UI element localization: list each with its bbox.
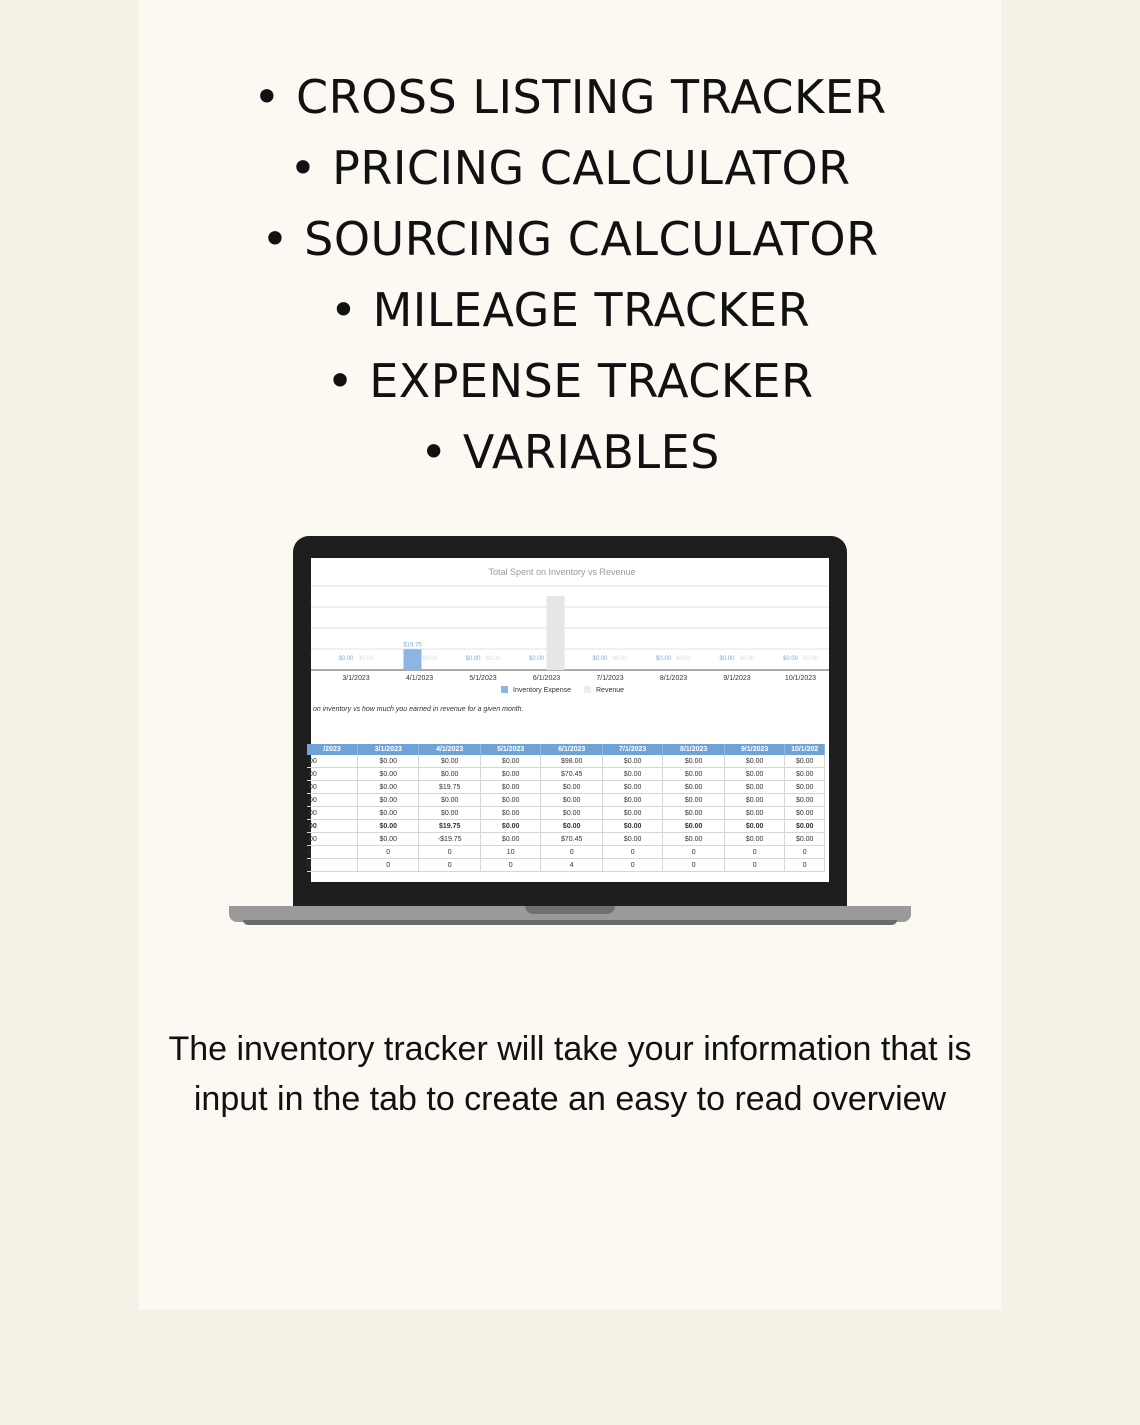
table-cell[interactable]: 0 bbox=[663, 846, 724, 859]
table-cell[interactable]: $0.00 bbox=[724, 833, 785, 846]
table-cell[interactable]: $19.75 bbox=[419, 820, 480, 833]
feature-list bbox=[0, 62, 1140, 488]
table-cell[interactable]: $70.45 bbox=[541, 768, 602, 781]
table-row bbox=[307, 833, 825, 846]
x-tick-label: 3/1/2023 bbox=[342, 675, 370, 682]
monthly-table bbox=[307, 744, 825, 872]
table-cell[interactable]: 0 bbox=[663, 859, 724, 872]
table-cell[interactable]: $0.00 bbox=[358, 794, 419, 807]
table-cell[interactable]: 4 bbox=[541, 859, 602, 872]
table-cell[interactable]: $0.00 bbox=[724, 781, 785, 794]
chart-caption: on inventory vs how much you earned in revenue for a given month. bbox=[313, 706, 524, 713]
table-cell[interactable]: $0.00 bbox=[602, 807, 663, 820]
table-header-cell: 8/1/2023 bbox=[663, 744, 724, 755]
feature-item: • VARIABLES bbox=[0, 417, 1140, 488]
table-cell[interactable]: $0.00 bbox=[480, 820, 541, 833]
table-cell[interactable]: $19.75 bbox=[419, 781, 480, 794]
laptop-screen bbox=[307, 558, 829, 882]
table-cell[interactable]: $0.00 bbox=[480, 768, 541, 781]
feature-item: • PRICING CALCULATOR bbox=[0, 133, 1140, 204]
table-cell[interactable]: $0.00 bbox=[785, 820, 825, 833]
table-header-cell: 9/1/2023 bbox=[724, 744, 785, 755]
table-cell[interactable]: $0.00 bbox=[602, 833, 663, 846]
table-cell[interactable]: $0.00 bbox=[785, 833, 825, 846]
table-cell[interactable]: .00 bbox=[307, 768, 358, 781]
table-cell[interactable]: $0.00 bbox=[785, 807, 825, 820]
table-cell[interactable]: $0.00 bbox=[358, 755, 419, 768]
table-row bbox=[307, 820, 825, 833]
revenue-data-label: $0.00 bbox=[485, 656, 501, 662]
table-cell[interactable]: $0.00 bbox=[541, 794, 602, 807]
inventory-data-label: $0.00 bbox=[338, 656, 354, 662]
table-cell[interactable]: $0.00 bbox=[724, 755, 785, 768]
laptop-base-edge bbox=[243, 920, 897, 925]
table-header-cell: 3/1/2023 bbox=[358, 744, 419, 755]
inventory-revenue-chart bbox=[311, 558, 829, 698]
table-cell[interactable]: 0 bbox=[602, 846, 663, 859]
table-cell[interactable]: $0.00 bbox=[663, 768, 724, 781]
revenue-data-label: $0.00 bbox=[675, 656, 692, 662]
inventory-data-label: $0.00 bbox=[719, 656, 735, 662]
table-cell[interactable]: $0.00 bbox=[602, 755, 663, 768]
table-cell[interactable]: $0.00 bbox=[480, 807, 541, 820]
table-cell[interactable]: .00 bbox=[307, 833, 358, 846]
table-row bbox=[307, 807, 825, 820]
table-cell[interactable]: $0.00 bbox=[785, 768, 825, 781]
table-cell[interactable]: 0 bbox=[602, 859, 663, 872]
table-cell[interactable]: -$19.75 bbox=[419, 833, 480, 846]
table-cell[interactable]: $0.00 bbox=[602, 820, 663, 833]
table-row bbox=[307, 846, 825, 859]
table-cell[interactable]: $0.00 bbox=[541, 781, 602, 794]
x-tick-label: 9/1/2023 bbox=[723, 675, 751, 682]
table-cell[interactable]: 0 bbox=[358, 846, 419, 859]
table-header-cell: 10/1/202 bbox=[785, 744, 825, 755]
table-cell[interactable]: $0.00 bbox=[663, 807, 724, 820]
table-header-cell: 6/1/2023 bbox=[541, 744, 602, 755]
revenue-data-label: $0.00 bbox=[421, 656, 438, 662]
table-cell[interactable]: $0.00 bbox=[419, 807, 480, 820]
table-cell[interactable]: $0.00 bbox=[663, 820, 724, 833]
table-cell[interactable]: $0.00 bbox=[663, 781, 724, 794]
table-cell[interactable]: 0 bbox=[419, 859, 480, 872]
table-cell[interactable]: $0.00 bbox=[358, 781, 419, 794]
revenue-bar bbox=[547, 596, 565, 670]
table-cell[interactable]: $0.00 bbox=[724, 807, 785, 820]
inventory-data-label: $0.00 bbox=[592, 656, 608, 662]
table-cell[interactable]: 0 bbox=[785, 859, 825, 872]
table-cell[interactable]: $0.00 bbox=[419, 768, 480, 781]
table-cell[interactable]: .00 bbox=[307, 794, 358, 807]
table-cell[interactable]: .00 bbox=[307, 755, 358, 768]
feature-item: • SOURCING CALCULATOR bbox=[0, 204, 1140, 275]
table-cell[interactable]: $0.00 bbox=[480, 755, 541, 768]
table-cell[interactable]: 0 bbox=[307, 859, 358, 872]
table-header-cell: 5/1/2023 bbox=[480, 744, 541, 755]
table-cell[interactable]: $0.00 bbox=[724, 820, 785, 833]
table-cell[interactable]: $0.00 bbox=[480, 794, 541, 807]
table-cell[interactable]: 0 bbox=[785, 846, 825, 859]
x-tick-label: 4/1/2023 bbox=[405, 675, 434, 682]
table-cell[interactable]: $0.00 bbox=[541, 807, 602, 820]
table-cell[interactable]: .00 bbox=[307, 781, 358, 794]
x-tick-label: 5/1/2023 bbox=[469, 675, 497, 682]
table-cell[interactable]: $0.00 bbox=[358, 820, 419, 833]
revenue-data-label: $0.00 bbox=[802, 656, 819, 662]
table-row bbox=[307, 755, 825, 768]
feature-item: • MILEAGE TRACKER bbox=[0, 275, 1140, 346]
inventory-data-label: $0.00 bbox=[465, 656, 481, 662]
table-cell[interactable]: 0 bbox=[358, 859, 419, 872]
x-tick-label: 8/1/2023 bbox=[659, 675, 688, 682]
table-row bbox=[307, 794, 825, 807]
table-cell[interactable]: $0.00 bbox=[785, 781, 825, 794]
table-cell[interactable]: 0 bbox=[541, 846, 602, 859]
table-cell[interactable]: $0.00 bbox=[480, 833, 541, 846]
table-cell[interactable]: $70.45 bbox=[541, 833, 602, 846]
legend-label-inventory: Inventory Expense bbox=[513, 687, 571, 694]
x-tick-label: 6/1/2023 bbox=[532, 675, 561, 682]
table-cell[interactable]: $0.00 bbox=[358, 833, 419, 846]
inventory-data-label: $0.00 bbox=[782, 656, 799, 662]
table-cell[interactable]: $0.00 bbox=[480, 781, 541, 794]
revenue-data-label: $0.00 bbox=[358, 656, 374, 662]
table-cell[interactable]: 0 bbox=[419, 846, 480, 859]
table-cell[interactable]: $0.00 bbox=[724, 794, 785, 807]
table-cell[interactable]: $0.00 bbox=[663, 794, 724, 807]
inventory-data-label: $0.00 bbox=[528, 656, 545, 662]
table-cell[interactable]: $0.00 bbox=[602, 781, 663, 794]
table-cell[interactable]: $0.00 bbox=[419, 755, 480, 768]
table-cell[interactable]: $0.00 bbox=[541, 820, 602, 833]
table-row bbox=[307, 859, 825, 872]
table-cell[interactable]: .00 bbox=[307, 807, 358, 820]
table-cell[interactable]: $0.00 bbox=[358, 768, 419, 781]
table-cell[interactable]: 10 bbox=[480, 846, 541, 859]
table-cell[interactable]: 0 bbox=[480, 859, 541, 872]
legend-swatch-inventory bbox=[501, 686, 508, 693]
table-cell[interactable]: $0.00 bbox=[785, 755, 825, 768]
description-text: The inventory tracker will take your information that is input in the tab to create an easy to read overview bbox=[168, 1030, 972, 1118]
x-tick-label: 10/1/2023 bbox=[784, 675, 817, 682]
feature-item: • EXPENSE TRACKER bbox=[0, 346, 1140, 417]
table-row bbox=[307, 768, 825, 781]
table-cell[interactable]: $0.00 bbox=[663, 833, 724, 846]
table-cell[interactable]: $0.00 bbox=[785, 794, 825, 807]
table-header-cell: 7/1/2023 bbox=[602, 744, 663, 755]
legend-label-revenue: Revenue bbox=[596, 687, 625, 694]
revenue-data-label: $0.00 bbox=[739, 656, 755, 662]
table-cell[interactable]: 0 bbox=[724, 846, 785, 859]
table-header-cell: /2023 bbox=[307, 744, 358, 755]
table-cell[interactable]: 0 bbox=[724, 859, 785, 872]
inventory-data-label: $19.75 bbox=[403, 642, 422, 649]
feature-item: • CROSS LISTING TRACKER bbox=[0, 62, 1140, 133]
table-cell[interactable]: .00 bbox=[307, 820, 358, 833]
inventory-bar bbox=[404, 649, 422, 670]
inventory-data-label: $0.00 bbox=[655, 656, 672, 662]
table-row bbox=[307, 781, 825, 794]
table-cell[interactable]: 0 bbox=[307, 846, 358, 859]
x-tick-label: 7/1/2023 bbox=[596, 675, 624, 682]
legend-swatch-revenue bbox=[584, 686, 591, 693]
chart-title: Total Spent on Inventory vs Revenue bbox=[488, 567, 636, 577]
table-cell[interactable]: $0.00 bbox=[724, 768, 785, 781]
table-cell[interactable]: $0.00 bbox=[358, 807, 419, 820]
revenue-data-label: $0.00 bbox=[612, 656, 628, 662]
table-cell[interactable]: $98.00 bbox=[541, 755, 602, 768]
table-cell[interactable]: $0.00 bbox=[663, 755, 724, 768]
table-header-cell: 4/1/2023 bbox=[419, 744, 480, 755]
table-cell[interactable]: $0.00 bbox=[419, 794, 480, 807]
table-cell[interactable]: $0.00 bbox=[602, 768, 663, 781]
table-cell[interactable]: $0.00 bbox=[602, 794, 663, 807]
laptop-notch bbox=[525, 906, 615, 914]
